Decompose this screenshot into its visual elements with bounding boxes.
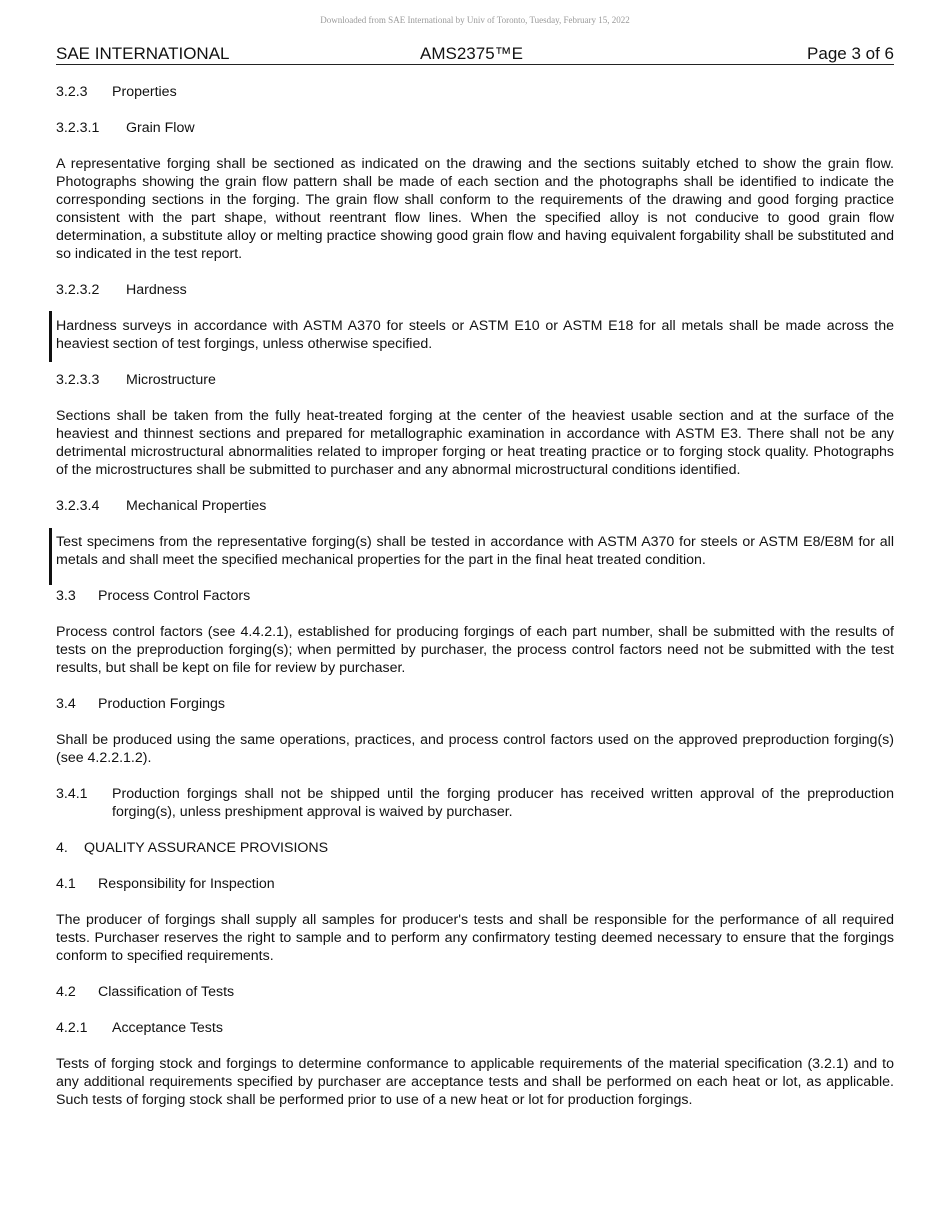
revision-bar [49,528,52,585]
page-header [56,44,894,65]
section-title: Hardness [126,282,187,298]
section-heading-4-2-1 [56,1019,894,1037]
section-title: Acceptance Tests [112,1020,223,1036]
paragraph-responsibility: The producer of forgings shall supply all samples for producer's tests and shall be responsible for the performance of all required tests. Purchaser reserves the right to sample and to perform any confirmatory testing deemed necessary to ensure that the forgings conform to specified requirements. [56,912,894,964]
section-title: Production Forgings [98,696,225,712]
section-heading-3-2-3-1 [56,119,894,137]
section-number: 4. [56,840,68,856]
paragraph-hardness: Hardness surveys in accordance with ASTM A370 for steels or ASTM E10 or ASTM E18 for all metals shall be made across the heaviest section of test forgings, unless otherwise specified. [56,318,894,352]
paragraph-process-control: Process control factors (see 4.4.2.1), established for producing forgings of each part number, shall be submitted with the results of tests on the preproduction forging(s); when permitted by purchaser, the process control factors need not be submitted with the test results, but shall be kept on file for review by purchaser. [56,624,894,676]
section-heading-3-4 [56,695,894,713]
page-number: Page 3 of 6 [807,44,894,63]
section-heading-4-1 [56,875,894,893]
section-number: 4.2 [56,984,76,1000]
section-heading-4-2 [56,983,894,1001]
revision-bar [49,311,52,362]
paragraph-microstructure: Sections shall be taken from the fully heat-treated forging at the center of the heaviest usable section and at the surface of the heaviest and thinnest sections and prepared for metallographic examination in accordance with ASTM E3. There shall not be any detrimental microstructural abnormalities related to improper forging or heat treating practice or to forging stock quality. Photographs of the microstructures shall be submitted to purchaser and any abnormal microstructural conditions identified. [56,408,894,478]
section-heading-3-2-3-3 [56,371,894,389]
paragraph-mechanical-properties: Test specimens from the representative forging(s) shall be tested in accordance with ASTM A370 for steels or ASTM E8/E8M for all metals and shall meet the specified mechanical properties for the part in the final heat treated condition. [56,534,894,568]
section-number: 4.2.1 [56,1020,88,1036]
section-number: 3.2.3.4 [56,498,100,514]
section-title: Classification of Tests [98,984,235,1000]
section-number: 3.2.3.1 [56,120,100,136]
section-number: 3.2.3.2 [56,282,100,298]
document-number: AMS2375™E [420,44,523,63]
paragraph-3-4-1 [56,785,894,821]
section-number: 3.3 [56,588,76,604]
paragraph-grain-flow: A representative forging shall be sectioned as indicated on the drawing and the sections suitably etched to show the grain flow. Photographs showing the grain flow pattern shall be made of each section and the photographs shall be identified to indicate the corresponding sections in the forging. The grain flow shall conform to the requirements of the drawing and good forging practice consistent with the part shape, without reentrant flow lines. When the specified alloy is not conducive to good grain flow determination, a substitute alloy or melting practice showing good grain flow and having equivalent forgability shall be substituted and so indicated in the test report. [56,156,894,262]
publisher-name: SAE INTERNATIONAL [56,44,230,63]
section-number: 3.2.3.3 [56,372,100,388]
document-body [56,83,894,1127]
section-title: Process Control Factors [98,588,251,604]
section-heading-3-3 [56,587,894,605]
paragraph-acceptance-tests: Tests of forging stock and forgings to determine conformance to applicable requirements of the material specification (3.2.1) and to any additional requirements specified by purchaser are acceptance tests and shall be performed on each heat or lot, as applicable. Such tests of forging stock shall be performed prior to use of a new heat or lot for production forgings. [56,1056,894,1108]
section-title: Responsibility for Inspection [98,876,275,892]
section-heading-4 [56,839,894,857]
section-title: Properties [112,84,177,100]
section-number: 3.4 [56,696,76,712]
paragraph-hardness-wrapper [56,317,894,353]
section-number: 3.4.1 [56,786,88,802]
section-title: Grain Flow [126,120,195,136]
section-number: 4.1 [56,876,76,892]
paragraph-mechanical-wrapper [56,533,894,569]
section-title: QUALITY ASSURANCE PROVISIONS [84,840,329,856]
section-number: 3.2.3 [56,84,88,100]
section-title: Mechanical Properties [126,498,267,514]
section-heading-3-2-3-4 [56,497,894,515]
paragraph-production-forgings: Shall be produced using the same operations, practices, and process control factors used on the approved preproduction forging(s) (see 4.2.2.1.2). [56,732,894,766]
section-heading-3-2-3-2 [56,281,894,299]
download-watermark: Downloaded from SAE International by Univ of Toronto, Tuesday, February 15, 2022 [320,15,630,25]
section-title: Microstructure [126,372,216,388]
paragraph-text: Production forgings shall not be shipped until the forging producer has received written approval of the preproduction forging(s), unless preshipment approval is waived by purchaser. [112,786,894,820]
section-heading-3-2-3 [56,83,894,101]
